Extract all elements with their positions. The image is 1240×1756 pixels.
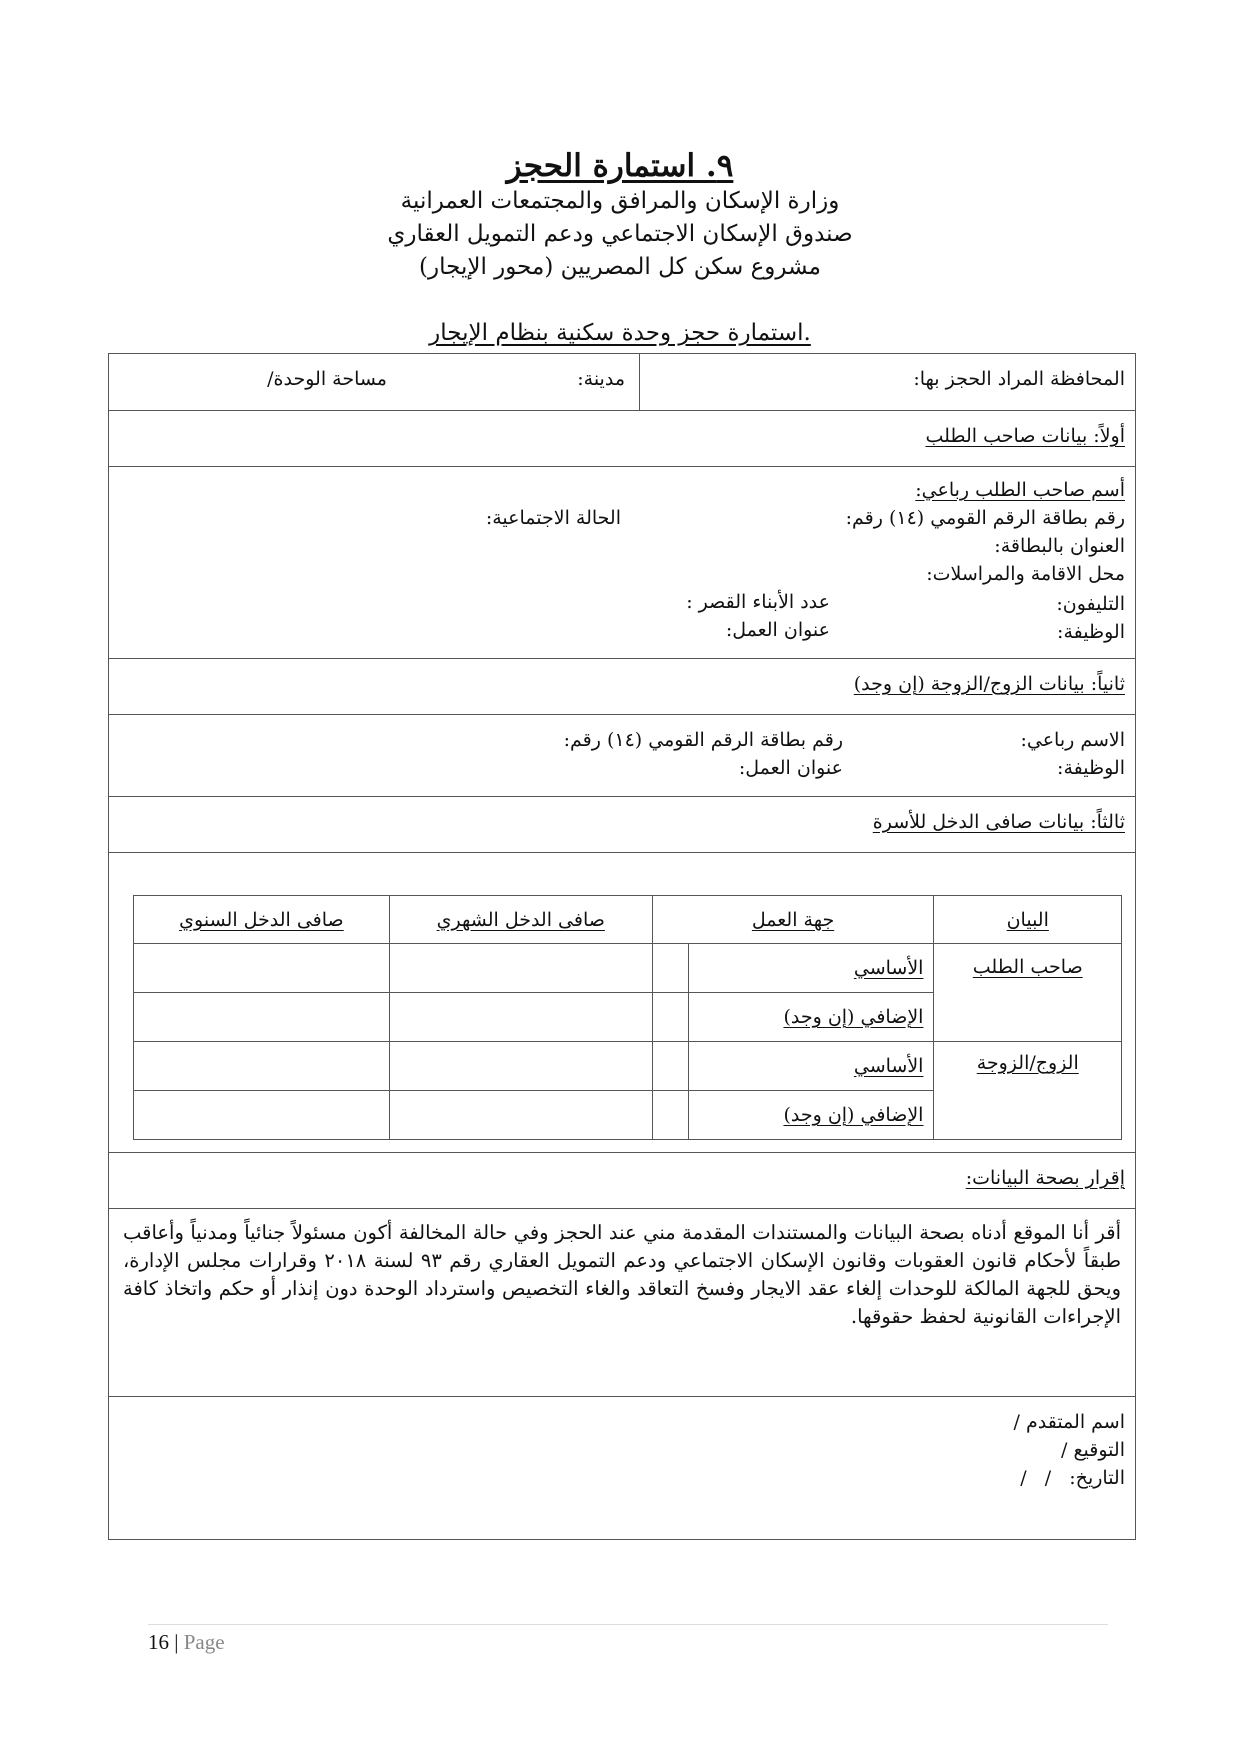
applicant-name-signature-label: اسم المتقدم / — [1013, 1411, 1125, 1433]
income-table-area — [108, 852, 1136, 1153]
spouse-additional-label: الإضافي (إن وجد) — [689, 1091, 934, 1140]
spouse-additional-monthly-cell[interactable] — [389, 1091, 652, 1140]
spouse-basic-employer-cell[interactable] — [652, 1042, 689, 1091]
applicant-basic-annual-cell[interactable] — [134, 944, 390, 993]
project-name: مشروع سكن كل المصريين (محور الإيجار) — [419, 254, 821, 280]
spouse-additional-annual-cell[interactable] — [134, 1091, 390, 1140]
applicant-additional-monthly-cell[interactable] — [389, 993, 652, 1042]
section3-heading-row — [108, 796, 1136, 853]
page-footer — [148, 1630, 225, 1655]
applicant-basic-employer-cell[interactable] — [652, 944, 689, 993]
page-number: 16 — [148, 1630, 169, 1654]
section1-heading: أولاً: بيانات صاحب الطلب — [925, 425, 1125, 447]
location-row — [108, 353, 1136, 411]
date-label: التاريخ: / / — [1020, 1467, 1125, 1489]
marital-status-label: الحالة الاجتماعية: — [485, 507, 621, 529]
work-address-label: عنوان العمل: — [725, 619, 830, 641]
footer-rule — [148, 1624, 1108, 1625]
unit-area-label: مساحة الوحدة/ — [267, 368, 387, 390]
header-monthly-income: صافى الدخل الشهري — [389, 896, 652, 944]
header-description: البيان — [934, 896, 1122, 944]
declaration-heading-row — [108, 1152, 1136, 1209]
section2-heading: ثانياً: بيانات الزوج/الزوجة (إن وجد) — [853, 673, 1125, 695]
applicant-basic-label: الأساسي — [689, 944, 934, 993]
minors-count-label: عدد الأبناء القصر : — [686, 591, 830, 613]
applicant-national-id-label: رقم بطاقة الرقم القومي (١٤) رقم: — [845, 507, 1125, 529]
spouse-name-label: الاسم رباعي: — [1020, 729, 1125, 751]
declaration-heading: إقرار بصحة البيانات: — [965, 1167, 1125, 1189]
fund-name: صندوق الإسكان الاجتماعي ودعم التمويل العقاري — [387, 221, 853, 247]
applicant-basic-monthly-cell[interactable] — [389, 944, 652, 993]
applicant-additional-label: الإضافي (إن وجد) — [689, 993, 934, 1042]
spouse-national-id-label: رقم بطاقة الرقم القومي (١٤) رقم: — [563, 729, 843, 751]
spouse-basic-label: الأساسي — [689, 1042, 934, 1091]
signature-block — [108, 1396, 1136, 1540]
section3-heading: ثالثاً: بيانات صافى الدخل للأسرة — [872, 811, 1125, 833]
spouse-work-address-label: عنوان العمل: — [738, 757, 843, 779]
section1-heading-row — [108, 410, 1136, 467]
phone-label: التليفون: — [1056, 593, 1125, 615]
spouse-basic-monthly-cell[interactable] — [389, 1042, 652, 1091]
header-employer: جهة العمل — [652, 896, 934, 944]
job-label: الوظيفة: — [1057, 621, 1125, 643]
applicant-name-label: أسم صاحب الطلب رباعي: — [915, 479, 1125, 501]
page-separator: | — [174, 1630, 179, 1654]
form-title: استمارة حجز وحدة سكنية بنظام الإيجار. — [429, 320, 811, 346]
header-annual-income: صافى الدخل السنوي — [134, 896, 390, 944]
form-number-title: ٩. استمارة الحجز — [506, 148, 734, 184]
governorate-label: المحافظة المراد الحجز بها: — [913, 368, 1125, 390]
income-table — [133, 895, 1122, 1140]
row-spouse-label: الزوج/الزوجة — [934, 1042, 1122, 1140]
spouse-basic-annual-cell[interactable] — [134, 1042, 390, 1091]
declaration-text: أقر أنا الموقع أدناه بصحة البيانات والمستندات المقدمة مني عند الحجز وفي حالة المخالفة أكون مسئولاً جنائياً ومدنياً وأعاقب طبقاً لأحكام قانون العقوبات وقانون الإسكان الاجتماعي ودعم التمويل العقاري رقم ٩٣ لسنة ٢٠١٨ وقرارات مجلس الإدارة، ويحق للجهة المالكة للوحدات إلغاء عقد الايجار وفسخ التعاقد والغاء التخصيص واسترداد الوحدة دون إنذار أو حكم واتخاذ كافة الإجراءات القانونية لحفظ حقوقها. — [123, 1221, 1121, 1328]
section2-heading-row — [108, 658, 1136, 715]
spouse-additional-employer-cell[interactable] — [652, 1091, 689, 1140]
ministry-name: وزارة الإسكان والمرافق والمجتمعات العمرانية — [400, 188, 840, 214]
section2-body — [108, 714, 1136, 797]
card-address-label: العنوان بالبطاقة: — [994, 535, 1125, 557]
row-applicant-label: صاحب الطلب — [934, 944, 1122, 1042]
section1-body — [108, 466, 1136, 659]
location-divider — [639, 354, 640, 411]
residence-label: محل الاقامة والمراسلات: — [926, 563, 1125, 585]
signature-label: التوقيع / — [1061, 1439, 1125, 1461]
spouse-job-label: الوظيفة: — [1057, 757, 1125, 779]
city-label: مدينة: — [577, 368, 625, 390]
page-label: Page — [183, 1630, 225, 1654]
declaration-body — [108, 1208, 1136, 1397]
applicant-additional-annual-cell[interactable] — [134, 993, 390, 1042]
applicant-additional-employer-cell[interactable] — [652, 993, 689, 1042]
